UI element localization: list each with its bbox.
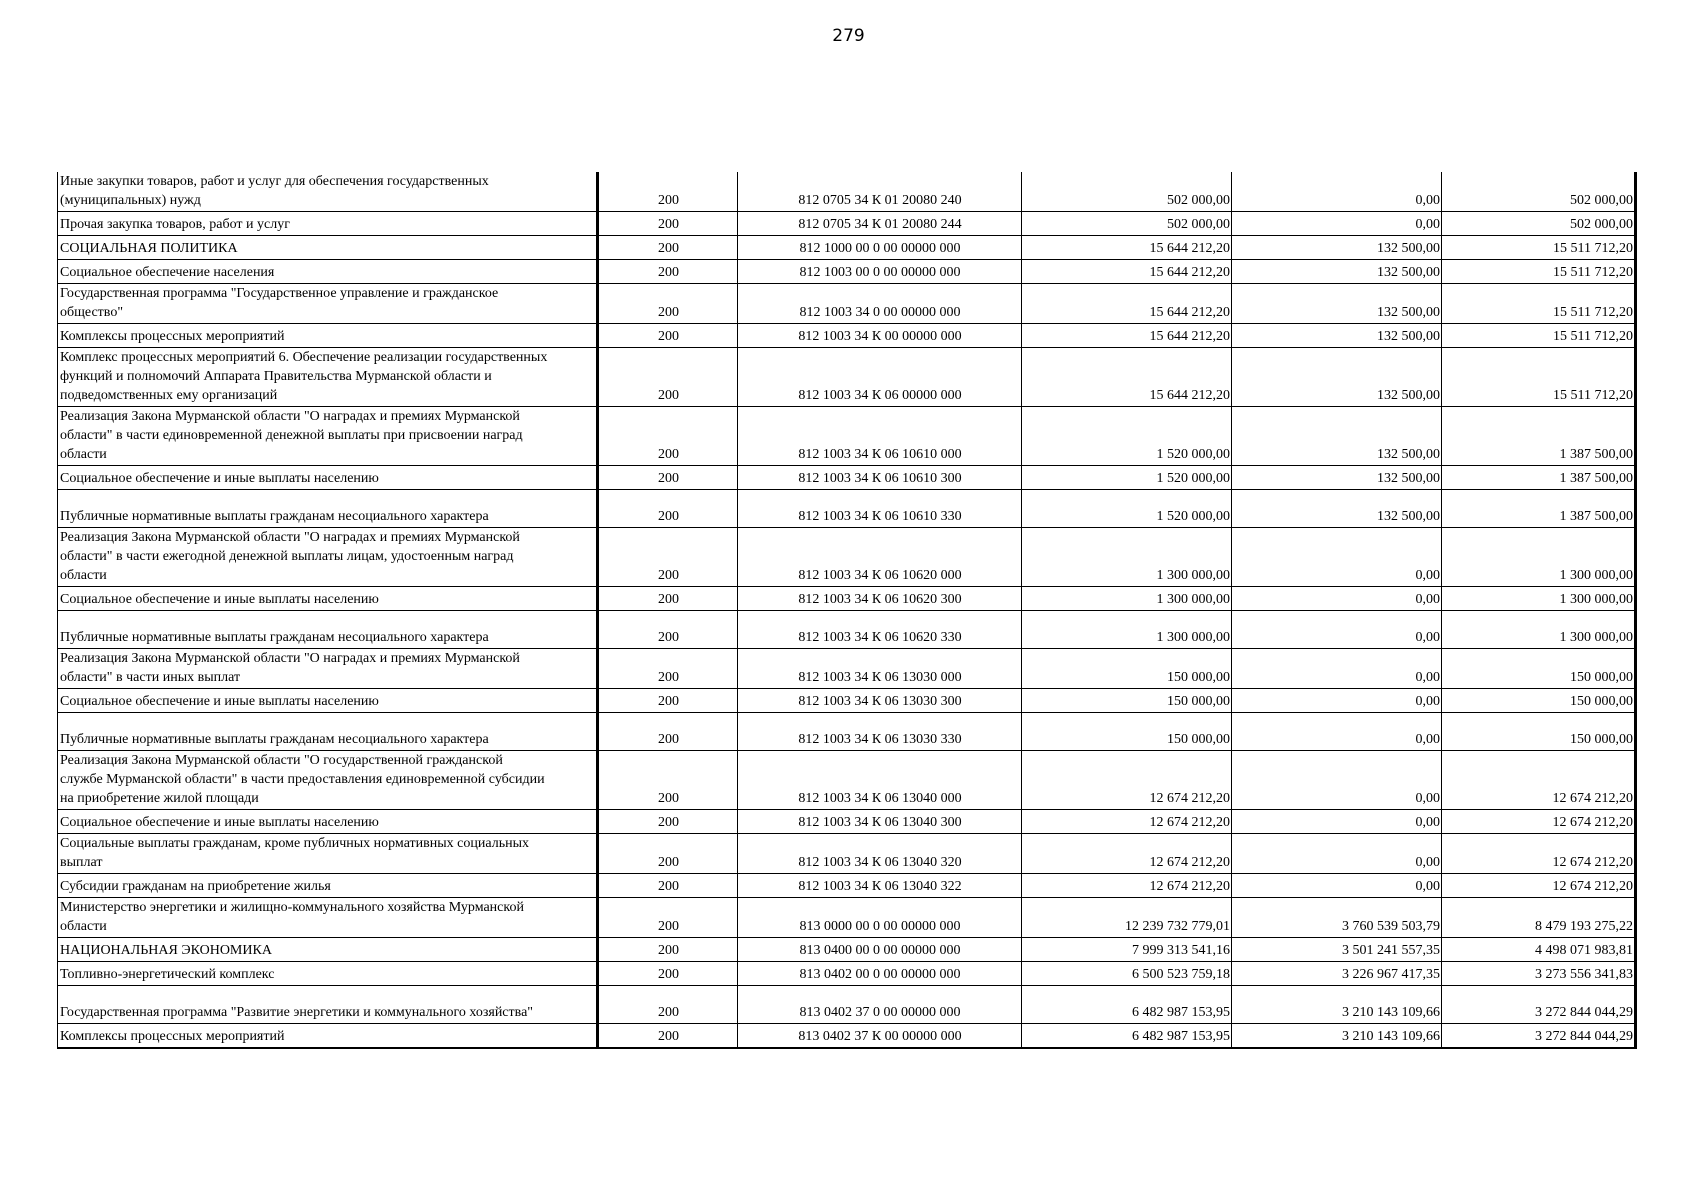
table-row [58,810,1636,834]
row-kbk-cell: 812 1003 34 К 06 13040 300 [738,810,1022,834]
row-name-text: Реализация Закона Мурманской области "О наградах и премиях Мурманской области" в части иных выплат [60,651,520,685]
row-kbk-cell: 812 1003 00 0 00 00000 000 [738,260,1022,284]
row-change-cell: 0,00 [1232,834,1442,874]
table-row [58,284,1636,324]
row-name-cell [58,172,598,212]
row-change-cell: 0,00 [1232,874,1442,898]
row-amount-cell: 15 644 212,20 [1022,348,1232,407]
row-name-cell [58,260,598,284]
row-amount-cell: 12 674 212,20 [1022,834,1232,874]
row-code-cell: 200 [598,212,738,236]
row-code-cell: 200 [598,938,738,962]
row-kbk-cell: 812 1003 34 К 00 00000 000 [738,324,1022,348]
row-change-cell: 0,00 [1232,751,1442,810]
row-name-cell [58,611,598,649]
row-total-cell: 1 387 500,00 [1442,466,1636,490]
row-total-cell: 1 300 000,00 [1442,611,1636,649]
row-change-cell: 132 500,00 [1232,324,1442,348]
row-total-cell: 3 272 844 044,29 [1442,1024,1636,1048]
table-row [58,962,1636,986]
row-kbk-cell: 813 0400 00 0 00 00000 000 [738,938,1022,962]
row-kbk-cell: 812 1003 34 К 06 13030 000 [738,649,1022,689]
row-total-cell: 15 511 712,20 [1442,348,1636,407]
row-code-cell: 200 [598,751,738,810]
row-amount-cell: 6 482 987 153,95 [1022,1024,1232,1048]
row-name-cell [58,490,598,528]
row-name-text: Реализация Закона Мурманской области "О наградах и премиях Мурманской области" в части единовременной денежной выплаты при присвоении наград области [60,409,523,462]
row-name-cell [58,466,598,490]
row-change-cell: 3 760 539 503,79 [1232,898,1442,938]
row-amount-cell: 502 000,00 [1022,172,1232,212]
row-total-cell: 15 511 712,20 [1442,236,1636,260]
table-body [58,172,1636,1048]
row-code-cell: 200 [598,810,738,834]
row-amount-cell: 150 000,00 [1022,689,1232,713]
row-kbk-cell: 813 0402 00 0 00 00000 000 [738,962,1022,986]
row-total-cell: 1 387 500,00 [1442,407,1636,466]
row-amount-cell: 1 300 000,00 [1022,611,1232,649]
table-row [58,611,1636,649]
row-kbk-cell: 812 1003 34 0 00 00000 000 [738,284,1022,324]
row-amount-cell: 1 520 000,00 [1022,407,1232,466]
row-name-text: Социальное обеспечение и иные выплаты населению [60,694,379,709]
row-name-cell [58,834,598,874]
row-code-cell: 200 [598,490,738,528]
row-amount-cell: 1 520 000,00 [1022,466,1232,490]
row-amount-cell: 7 999 313 541,16 [1022,938,1232,962]
row-kbk-cell: 812 1003 34 К 06 10610 330 [738,490,1022,528]
row-amount-cell: 150 000,00 [1022,713,1232,751]
row-name-cell [58,407,598,466]
row-code-cell: 200 [598,284,738,324]
table-row [58,898,1636,938]
row-change-cell: 3 210 143 109,66 [1232,986,1442,1024]
row-code-cell: 200 [598,649,738,689]
row-kbk-cell: 812 1003 34 К 06 10620 330 [738,611,1022,649]
row-amount-cell: 15 644 212,20 [1022,236,1232,260]
row-change-cell: 0,00 [1232,649,1442,689]
row-name-cell [58,713,598,751]
row-name-text: Публичные нормативные выплаты гражданам несоциального характера [60,732,489,747]
row-kbk-cell: 812 1003 34 К 06 10620 000 [738,528,1022,587]
row-amount-cell: 12 674 212,20 [1022,874,1232,898]
row-name-text: НАЦИОНАЛЬНАЯ ЭКОНОМИКА [60,943,272,958]
row-change-cell: 0,00 [1232,212,1442,236]
row-code-cell: 200 [598,834,738,874]
row-amount-cell: 12 239 732 779,01 [1022,898,1232,938]
row-total-cell: 150 000,00 [1442,713,1636,751]
table-row [58,407,1636,466]
row-code-cell: 200 [598,407,738,466]
row-code-cell: 200 [598,713,738,751]
row-total-cell: 15 511 712,20 [1442,324,1636,348]
table-row [58,212,1636,236]
row-change-cell: 3 226 967 417,35 [1232,962,1442,986]
row-name-text: Комплексы процессных мероприятий [60,1028,285,1044]
row-total-cell: 12 674 212,20 [1442,751,1636,810]
row-amount-cell: 12 674 212,20 [1022,751,1232,810]
row-kbk-cell: 813 0402 37 К 00 00000 000 [738,1024,1022,1048]
row-kbk-cell: 812 1003 34 К 06 13040 322 [738,874,1022,898]
row-change-cell: 0,00 [1232,611,1442,649]
row-name-cell [58,986,598,1024]
row-total-cell: 1 387 500,00 [1442,490,1636,528]
row-name-text: Субсидии гражданам на приобретение жилья [60,879,331,894]
row-change-cell: 0,00 [1232,528,1442,587]
row-code-cell: 200 [598,260,738,284]
row-amount-cell: 1 520 000,00 [1022,490,1232,528]
table-row [58,172,1636,212]
row-total-cell: 502 000,00 [1442,212,1636,236]
table-row [58,587,1636,611]
row-name-text: Публичные нормативные выплаты гражданам несоциального характера [60,509,489,524]
table-row [58,751,1636,810]
row-kbk-cell: 812 1003 34 К 06 10620 300 [738,587,1022,611]
row-name-text: Иные закупки товаров, работ и услуг для обеспечения государственных (муниципальных) нужд [60,174,489,208]
row-total-cell: 4 498 071 983,81 [1442,938,1636,962]
row-name-text: Государственная программа "Государственное управление и гражданское общество" [60,286,499,320]
row-kbk-cell: 812 1003 34 К 06 00000 000 [738,348,1022,407]
row-name-cell [58,898,598,938]
table-row [58,260,1636,284]
row-total-cell: 15 511 712,20 [1442,260,1636,284]
row-total-cell: 3 272 844 044,29 [1442,986,1636,1024]
table-row [58,490,1636,528]
row-name-text: СОЦИАЛЬНАЯ ПОЛИТИКА [60,241,238,256]
row-name-cell [58,938,598,962]
row-name-text: Социальное обеспечение и иные выплаты населению [60,815,379,830]
row-change-cell: 132 500,00 [1232,260,1442,284]
row-amount-cell: 6 500 523 759,18 [1022,962,1232,986]
row-amount-cell: 12 674 212,20 [1022,810,1232,834]
table-row [58,324,1636,348]
row-amount-cell: 1 300 000,00 [1022,528,1232,587]
row-total-cell: 150 000,00 [1442,649,1636,689]
budget-table [57,172,1637,1049]
row-name-text: Реализация Закона Мурманской области "О государственной гражданской службе Мурманской области" в части предоставления единовременной субсидии на приобретение жилой площади [60,753,545,806]
row-code-cell: 200 [598,986,738,1024]
row-change-cell: 0,00 [1232,713,1442,751]
row-name-cell [58,587,598,611]
row-kbk-cell: 812 1003 34 К 06 13040 320 [738,834,1022,874]
row-code-cell: 200 [598,874,738,898]
row-total-cell: 1 300 000,00 [1442,528,1636,587]
row-code-cell: 200 [598,611,738,649]
row-code-cell: 200 [598,689,738,713]
row-total-cell: 15 511 712,20 [1442,284,1636,324]
row-name-text: Публичные нормативные выплаты гражданам несоциального характера [60,630,489,645]
row-total-cell: 1 300 000,00 [1442,587,1636,611]
row-name-cell [58,874,598,898]
row-code-cell: 200 [598,898,738,938]
row-code-cell: 200 [598,172,738,212]
row-kbk-cell: 812 1003 34 К 06 13030 300 [738,689,1022,713]
row-name-text: Комплекс процессных мероприятий 6. Обеспечение реализации государственных функций и полномочий Аппарата Правительства Мурманской области и подведомственных ему организаций [60,350,548,403]
row-name-text: Комплексы процессных мероприятий [60,329,285,344]
table-row [58,236,1636,260]
row-name-cell [58,751,598,810]
row-name-cell [58,689,598,713]
row-name-text: Реализация Закона Мурманской области "О наградах и премиях Мурманской области" в части ежегодной денежной выплаты лицам, удостоенным наград области [60,530,520,583]
row-change-cell: 132 500,00 [1232,348,1442,407]
row-change-cell: 0,00 [1232,689,1442,713]
row-change-cell: 132 500,00 [1232,284,1442,324]
row-total-cell: 12 674 212,20 [1442,810,1636,834]
row-name-text: Государственная программа "Развитие энергетики и коммунального хозяйства" [60,1005,533,1020]
row-code-cell: 200 [598,466,738,490]
row-kbk-cell: 813 0402 37 0 00 00000 000 [738,986,1022,1024]
row-amount-cell: 15 644 212,20 [1022,284,1232,324]
row-amount-cell: 1 300 000,00 [1022,587,1232,611]
table-row [58,938,1636,962]
table-row [58,528,1636,587]
row-amount-cell: 15 644 212,20 [1022,260,1232,284]
row-name-text: Социальное обеспечение и иные выплаты населению [60,471,379,486]
row-code-cell: 200 [598,528,738,587]
row-kbk-cell: 812 1003 34 К 06 10610 000 [738,407,1022,466]
row-total-cell: 12 674 212,20 [1442,834,1636,874]
row-name-cell [58,649,598,689]
table-row [58,713,1636,751]
row-change-cell: 132 500,00 [1232,236,1442,260]
row-name-cell [58,810,598,834]
row-change-cell: 3 501 241 557,35 [1232,938,1442,962]
row-name-text: Социальные выплаты гражданам, кроме публичных нормативных социальных выплат [60,836,529,870]
row-total-cell: 502 000,00 [1442,172,1636,212]
row-code-cell: 200 [598,236,738,260]
row-name-cell [58,348,598,407]
row-name-text: Топливно-энергетический комплекс [60,967,275,982]
row-change-cell: 132 500,00 [1232,407,1442,466]
row-total-cell: 3 273 556 341,83 [1442,962,1636,986]
table-row [58,689,1636,713]
row-name-cell [58,284,598,324]
row-name-cell [58,212,598,236]
row-code-cell: 200 [598,1024,738,1048]
table-row [58,348,1636,407]
row-change-cell: 132 500,00 [1232,466,1442,490]
row-code-cell: 200 [598,962,738,986]
row-name-text: Социальное обеспечение и иные выплаты населению [60,592,379,607]
row-total-cell: 12 674 212,20 [1442,874,1636,898]
row-amount-cell: 150 000,00 [1022,649,1232,689]
page-number: 279 [832,26,865,46]
row-name-text: Прочая закупка товаров, работ и услуг [60,217,290,232]
row-kbk-cell: 812 1003 34 К 06 13040 000 [738,751,1022,810]
table-row [58,1024,1636,1048]
row-kbk-cell: 812 0705 34 К 01 20080 240 [738,172,1022,212]
row-amount-cell: 15 644 212,20 [1022,324,1232,348]
row-name-cell [58,236,598,260]
row-code-cell: 200 [598,348,738,407]
row-total-cell: 8 479 193 275,22 [1442,898,1636,938]
row-change-cell: 132 500,00 [1232,490,1442,528]
table-row [58,834,1636,874]
row-name-cell [58,528,598,587]
row-amount-cell: 6 482 987 153,95 [1022,986,1232,1024]
row-name-cell [58,1024,598,1048]
table-row [58,466,1636,490]
row-name-text: Министерство энергетики и жилищно-коммунального хозяйства Мурманской области [60,900,524,934]
table-row [58,874,1636,898]
row-name-text: Социальное обеспечение населения [60,265,275,280]
table-row [58,649,1636,689]
row-change-cell: 0,00 [1232,810,1442,834]
row-kbk-cell: 812 1003 34 К 06 13030 330 [738,713,1022,751]
row-name-cell [58,962,598,986]
row-change-cell: 0,00 [1232,172,1442,212]
row-amount-cell: 502 000,00 [1022,212,1232,236]
row-code-cell: 200 [598,587,738,611]
row-kbk-cell: 812 0705 34 К 01 20080 244 [738,212,1022,236]
table-row [58,986,1636,1024]
row-kbk-cell: 813 0000 00 0 00 00000 000 [738,898,1022,938]
row-kbk-cell: 812 1000 00 0 00 00000 000 [738,236,1022,260]
row-code-cell: 200 [598,324,738,348]
row-kbk-cell: 812 1003 34 К 06 10610 300 [738,466,1022,490]
row-change-cell: 3 210 143 109,66 [1232,1024,1442,1048]
row-name-cell [58,324,598,348]
row-total-cell: 150 000,00 [1442,689,1636,713]
row-change-cell: 0,00 [1232,587,1442,611]
